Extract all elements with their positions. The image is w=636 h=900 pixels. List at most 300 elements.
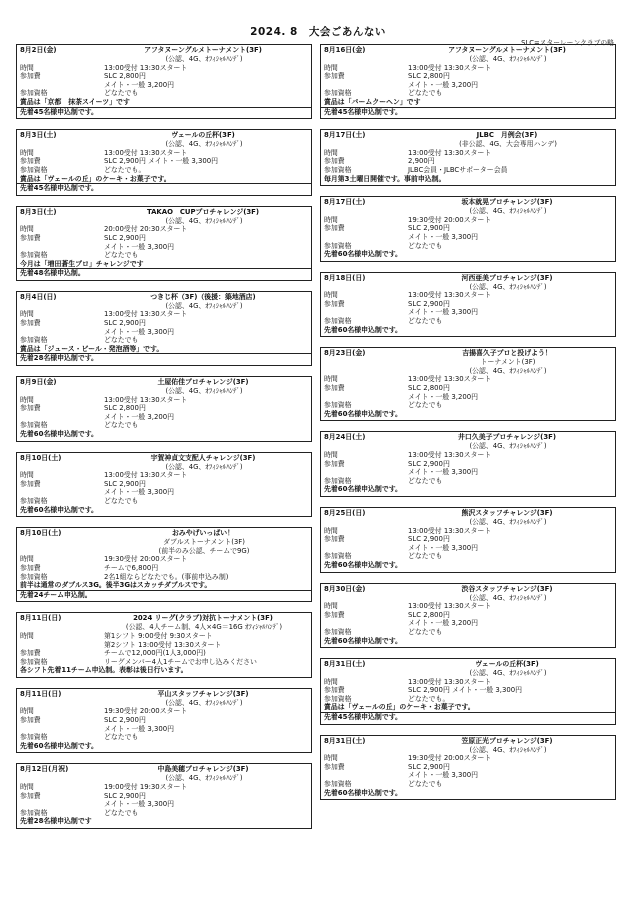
eligibility-row: [20, 166, 308, 175]
eligibility-row-label: 参加資格: [20, 496, 48, 505]
event-note: 前半は通常のダブルス3G。後半3Gはスカッチダブルスです。: [20, 581, 212, 590]
event-note: 先着60名様申込制です。: [324, 485, 402, 494]
fee-row-value: SLC 2,800円: [104, 72, 146, 81]
eligibility-row-label: 参加資格: [20, 572, 48, 581]
fee-row: [20, 328, 308, 337]
fee-row-value: メイト・一般 3,300円: [408, 771, 479, 780]
event-subtitle: (公認、4G、ｵﾌｨｼｬﾙﾊﾝﾃﾞ): [469, 55, 547, 63]
event-note: 先着60名様申込制です。: [324, 788, 402, 797]
eligibility-row: [324, 628, 612, 637]
fee-row: [324, 233, 612, 242]
fee-row: [20, 413, 308, 422]
eligibility-row-value: リーグメンバー4人1チームでお申し込みください: [104, 657, 257, 666]
fee-row-value: メイト・一般 3,200円: [408, 619, 479, 628]
event-name: 2024 リーグ(クラブ)対抗トーナメント(3F): [133, 614, 273, 623]
eligibility-row: [20, 421, 308, 430]
time-row-label: 時間: [324, 291, 338, 300]
event-subtitle: (公認、4G、ｵﾌｨｼｬﾙﾊﾝﾃﾞ): [469, 593, 547, 602]
event-header: [20, 529, 308, 538]
event-date: 8月31日(土): [324, 736, 366, 745]
event-note: 先着60名様申込制です。: [324, 409, 402, 418]
time-row: [20, 310, 308, 319]
fee-row: [324, 686, 612, 695]
fee-row: [324, 224, 612, 233]
fee-row-value: メイト・一般 3,300円: [104, 724, 175, 733]
fee-row-label: [20, 328, 104, 337]
eligibility-row-value: JLBC会員・JLBCサポーター会員: [408, 165, 508, 174]
fee-row-value: メイト・一般 3,300円: [408, 543, 479, 552]
eligibility-row-label: 参加資格: [20, 733, 48, 742]
time-row-label: 時間: [20, 395, 34, 404]
time-row-value: 13:00受付 13:30スタート: [408, 526, 492, 535]
fee-row-label: [20, 800, 104, 809]
eligibility-row-value: どなたでも: [104, 421, 139, 430]
event-date: 8月3日(土): [20, 131, 57, 140]
eligibility-row-label: 参加資格: [324, 476, 352, 485]
fee-row: [20, 725, 308, 734]
fee-row-label: 参加費: [20, 649, 41, 658]
eligibility-row: [324, 780, 612, 789]
event-header: [20, 378, 308, 387]
event-date: 8月24日(土): [324, 433, 366, 442]
eligibility-row-label: 参加資格: [20, 251, 48, 260]
event-card: [320, 196, 616, 262]
event-subtitle: (公認、4人チーム制、4人×4G＝16G ｵﾌｨｼｬﾙﾊﾝﾃﾞ): [125, 623, 283, 632]
time-row: [20, 225, 308, 234]
event-note: 先着60名様申込制です。: [20, 505, 98, 514]
event-note: 賞品は「ヴェールの丘」のケーキ・お菓子です。: [20, 174, 171, 183]
time-row: [324, 291, 612, 300]
event-subtitle: (公認、4G、ｵﾌｨｼｬﾙﾊﾝﾃﾞ): [469, 282, 547, 291]
fee-row: [20, 319, 308, 328]
fee-row-label: [20, 488, 104, 497]
fee-row-value: SLC 2,900円: [104, 233, 146, 242]
eligibility-row: [324, 317, 612, 326]
fee-row-value: SLC 2,900円: [408, 224, 450, 233]
fee-row-value: SLC 2,800円: [408, 384, 450, 393]
fee-row: [20, 649, 308, 658]
event-note: 各シフト先着11チーム申込制。表彰は後日行います。: [20, 666, 188, 675]
event-note: 賞品は「京都 抹茶スイーツ」です: [20, 97, 130, 106]
event-note: 先着45名様申込制です。: [20, 184, 98, 193]
fee-row-label: [324, 308, 408, 317]
eligibility-row-value: どなたでも: [408, 780, 443, 789]
fee-row: [20, 404, 308, 413]
event-date: 8月18日(日): [324, 273, 366, 282]
fee-row: [20, 81, 308, 90]
eligibility-row: [324, 552, 612, 561]
event-card: [16, 291, 312, 366]
event-note: 先着60名様申込制です。: [324, 560, 402, 569]
fee-row: [20, 792, 308, 801]
fee-row-value: SLC 2,900円: [104, 479, 146, 488]
event-header: [324, 349, 612, 358]
fee-row-value: メイト・一般 3,300円: [408, 468, 479, 477]
event-subtitle: (公認、4G、ｵﾌｨｼｬﾙﾊﾝﾃﾞ): [469, 745, 547, 754]
event-note: 先着24チーム申込制。: [20, 590, 92, 599]
left-column: [16, 44, 312, 839]
eligibility-row-label: 参加資格: [324, 401, 352, 410]
eligibility-row-value: どなたでも: [104, 251, 139, 260]
time-row-label: 時間: [324, 526, 338, 535]
fee-row-value: SLC 2,900円 メイト・一般 3,300円: [104, 157, 219, 166]
event-date: 8月31日(土): [324, 660, 366, 669]
time-row: [324, 216, 612, 225]
fee-row-label: 参加費: [20, 479, 41, 488]
time-row: [20, 783, 308, 792]
time-row-label: 時間: [20, 471, 34, 480]
fee-row: [324, 468, 612, 477]
event-name: アフタヌーングルメトーナメント(3F): [448, 46, 566, 54]
eligibility-row-label: 参加資格: [20, 336, 48, 345]
event-header: [20, 208, 308, 217]
event-date: 8月4日(日): [20, 292, 57, 301]
time-row-label: 時間: [324, 148, 338, 157]
eligibility-row-label: 参加資格: [20, 657, 48, 666]
fee-row-label: 参加費: [324, 610, 345, 619]
eligibility-row-value: 2名1組ならどなたでも。(事前申込み制): [104, 572, 229, 581]
eligibility-row-label: 参加資格: [324, 89, 352, 98]
event-header: [20, 46, 308, 55]
time-row-value: 13:00受付 13:30スタート: [104, 63, 188, 72]
time-row: [324, 678, 612, 687]
event-date: 8月11日(日): [20, 614, 62, 623]
event-card: [320, 507, 616, 573]
time-row-value: 19:00受付 19:30スタート: [104, 783, 188, 792]
time-row: [324, 149, 612, 158]
event-note: 先着28名様申込制です。: [20, 354, 98, 363]
fee-row-label: 参加費: [324, 157, 345, 166]
fee-row-value: メイト・一般 3,200円: [104, 412, 175, 421]
fee-row-value: メイト・一般 3,200円: [408, 392, 479, 401]
event-note: 先着45名様申込制です。: [324, 713, 402, 722]
time-row-label: 時間: [20, 225, 34, 234]
fee-row-label: 参加費: [20, 72, 41, 81]
event-card: [320, 347, 616, 421]
fee-row-label: 参加費: [324, 762, 345, 771]
eligibility-row: [324, 401, 612, 410]
event-card: [320, 735, 616, 801]
eligibility-row: [20, 251, 308, 260]
event-card: [320, 431, 616, 497]
eligibility-row: [20, 336, 308, 345]
event-card: [16, 527, 312, 602]
time-row-label: 時間: [324, 754, 338, 763]
fee-row: [20, 243, 308, 252]
time-row-label: 時間: [20, 310, 34, 319]
eligibility-row: [324, 89, 612, 98]
abbreviation-note: SLC=スターレーンクラブの略: [521, 39, 614, 47]
fee-row-value: メイト・一般 3,300円: [104, 327, 175, 336]
time-row: [324, 602, 612, 611]
fee-row-value: メイト・一般 3,200円: [408, 80, 479, 89]
eligibility-row-label: 参加資格: [324, 694, 352, 703]
event-card: [16, 452, 312, 518]
event-card: [320, 129, 616, 186]
fee-row-value: SLC 2,800円: [408, 610, 450, 619]
event-subtitle: (公認、4G、ｵﾌｨｼｬﾙﾊﾝﾃﾞ): [165, 774, 243, 783]
event-date: 8月25日(日): [324, 508, 366, 517]
event-card: [16, 129, 312, 196]
event-card: [320, 44, 616, 119]
event-name: 熊沢スタッフチャレンジ(3F): [461, 508, 553, 517]
fee-row-value: メイト・一般 3,300円: [104, 242, 175, 251]
event-card: [320, 583, 616, 649]
event-subtitle: (公認、4G、ｵﾌｨｼｬﾙﾊﾝﾃﾞ): [469, 669, 547, 678]
fee-row: [324, 619, 612, 628]
fee-row-label: [324, 468, 408, 477]
eligibility-row-value: どなたでも: [408, 89, 443, 98]
time-row-value: 13:00受付 13:30スタート: [104, 471, 188, 480]
event-note: 先着60名様申込制です。: [324, 325, 402, 334]
event-name: 吉揚喜久子プロと投げよう！: [462, 349, 552, 358]
event-date: 8月10日(土): [20, 453, 62, 462]
time-row-value: 13:00受付 13:30スタート: [408, 451, 492, 459]
eligibility-row: [20, 658, 308, 667]
fee-row-value: SLC 2,900円: [408, 762, 450, 771]
event-header: [20, 454, 308, 463]
event-header: [324, 737, 612, 746]
fee-row-value: メイト・一般 3,300円: [408, 232, 479, 241]
event-subtitle: ダブルストーナメント(3F): [163, 538, 245, 547]
fee-row: [20, 716, 308, 725]
eligibility-row: [20, 497, 308, 506]
time-row-value: 第2シフト 13:00受付 13:30スタート: [104, 640, 222, 649]
fee-row-label: [324, 619, 408, 628]
eligibility-row: [20, 89, 308, 98]
fee-row-value: メイト・一般 3,300円: [104, 488, 175, 497]
fee-row: [20, 72, 308, 81]
fee-row: [324, 157, 612, 166]
eligibility-row-value: どなたでも: [408, 401, 443, 410]
eligibility-row-value: どなたでも: [104, 336, 139, 345]
event-header: [324, 433, 612, 442]
event-name: 渋谷スタッフチャレンジ(3F): [461, 584, 553, 593]
event-name: 河西亜美プロチャレンジ(3F): [461, 273, 553, 282]
event-note: 先着60名様申込制です。: [20, 430, 98, 438]
eligibility-row-label: 参加資格: [324, 627, 352, 636]
time-row: [324, 451, 612, 460]
time-row-label: 時間: [20, 707, 34, 716]
fee-row-label: 参加費: [20, 563, 41, 572]
event-date: 8月17日(土): [324, 198, 366, 207]
event-subtitle: (公認、4G、ｵﾌｨｼｬﾙﾊﾝﾃﾞ): [165, 462, 243, 471]
event-note: 先着45名様申込制です。: [324, 107, 402, 116]
time-row-label: 時間: [20, 63, 34, 72]
event-name: 坂本就晃プロチャレンジ(3F): [461, 198, 553, 207]
event-date: 8月9日(金): [20, 378, 57, 387]
fee-row: [20, 157, 308, 166]
fee-row-label: [20, 725, 104, 734]
event-note: 先着60名様申込制です。: [20, 741, 98, 750]
eligibility-row: [324, 242, 612, 251]
fee-row-label: 参加費: [324, 224, 345, 233]
fee-row-label: [324, 393, 408, 402]
event-note: 先着48名様申込制。: [20, 269, 85, 278]
fee-row-label: 参加費: [324, 686, 345, 695]
event-note: 今月は「増田蒼生プロ」チャレンジです: [20, 259, 144, 268]
time-row: [20, 632, 308, 641]
time-row-label: 時間: [324, 215, 338, 224]
time-row-value: 20:00受付 20:30スタート: [104, 225, 188, 234]
event-subtitle: (公認、4G、ｵﾌｨｼｬﾙﾊﾝﾃﾞ): [165, 698, 243, 707]
time-row: [20, 64, 308, 73]
fee-row-value: 2,900円: [408, 157, 435, 166]
event-note: 先着45名様申込制です。: [20, 107, 98, 116]
event-date: 8月17日(土): [324, 131, 366, 140]
fee-row-label: 参加費: [20, 716, 41, 725]
time-row: [20, 555, 308, 564]
event-card: [16, 612, 312, 678]
event-card: [16, 44, 312, 119]
time-row-label: 時間: [324, 451, 338, 459]
fee-row-label: 参加費: [20, 791, 41, 800]
fee-row: [20, 800, 308, 809]
time-row: [20, 641, 308, 650]
time-row-value: 13:00受付 13:30スタート: [408, 148, 492, 157]
fee-row-label: [324, 771, 408, 780]
event-date: 8月23日(金): [324, 349, 366, 358]
fee-row: [324, 72, 612, 81]
fee-row-label: 参加費: [324, 72, 345, 81]
eligibility-row-value: どなたでも。: [408, 694, 450, 703]
fee-row: [324, 81, 612, 90]
event-subtitle: (公認、4G、ｵﾌｨｼｬﾙﾊﾝﾃﾞ): [165, 140, 243, 149]
fee-row: [20, 488, 308, 497]
time-row-label: 時間: [324, 375, 338, 384]
eligibility-row-value: どなたでも: [104, 496, 139, 505]
eligibility-row-label: 参加資格: [324, 780, 352, 789]
time-row-value: 19:30受付 20:00スタート: [104, 555, 188, 564]
fee-row: [20, 234, 308, 243]
event-card: [16, 763, 312, 829]
fee-row-value: SLC 2,900円: [408, 299, 450, 308]
fee-row-value: チームで12,000円(1人3,000円): [104, 649, 206, 658]
time-row-value: 19:30受付 20:00スタート: [408, 754, 492, 763]
eligibility-row-label: 参加資格: [324, 552, 352, 561]
fee-row: [324, 384, 612, 393]
eligibility-row-value: どなたでも: [104, 808, 139, 817]
time-row-value: 13:00受付 13:30スタート: [408, 602, 492, 611]
time-row-value: 19:30受付 20:00スタート: [408, 215, 492, 224]
eligibility-row-label: 参加資格: [20, 421, 48, 430]
fee-row: [324, 308, 612, 317]
eligibility-row-value: どなたでも。: [104, 165, 146, 174]
time-row-label: 時間: [324, 63, 338, 72]
event-subtitle: (公認、4G、ｵﾌｨｼｬﾙﾊﾝﾃﾞ): [469, 366, 547, 375]
event-subtitle: (公認、4G、ｵﾌｨｼｬﾙﾊﾝﾃﾞ): [165, 387, 243, 396]
fee-row-label: 参加費: [324, 384, 345, 393]
time-row-value: 13:00受付 13:30スタート: [104, 310, 188, 319]
event-card: [16, 688, 312, 754]
event-note: 毎月第3土曜日開催です。事前申込制。: [324, 174, 446, 183]
event-note: 先着60名様申込制です。: [324, 250, 402, 259]
event-name: ヴェールの丘杯(3F): [475, 660, 539, 669]
time-row-value: 13:00受付 13:30スタート: [408, 375, 492, 384]
event-name: 笠原正光プロチャレンジ(3F): [461, 736, 553, 745]
time-row-value: 19:30受付 20:00スタート: [104, 707, 188, 716]
time-row-value: 13:00受付 13:30スタート: [104, 148, 188, 157]
fee-row-value: SLC 2,900円: [104, 319, 146, 328]
eligibility-row-label: 参加資格: [20, 808, 48, 817]
fee-row: [324, 393, 612, 402]
time-row: [20, 471, 308, 480]
fee-row-value: SLC 2,900円: [104, 716, 146, 725]
time-row: [20, 707, 308, 716]
event-card: [320, 272, 616, 338]
time-row-value: 13:00受付 13:30スタート: [104, 395, 188, 404]
time-row-value: 第1シフト 9:00受付 9:30スタート: [104, 631, 213, 640]
eligibility-row-value: どなたでも: [408, 627, 443, 636]
event-name: 井口久美子プロチャレンジ(3F): [458, 433, 556, 442]
event-name: 宇賀神貞文支配人チャレンジ(3F): [150, 453, 256, 462]
event-name: TAKAO CUPプロチャレンジ(3F): [146, 207, 260, 216]
time-row: [324, 375, 612, 384]
eligibility-row-label: 参加資格: [324, 317, 352, 326]
event-subtitle: (公認、4G、ｵﾌｨｼｬﾙﾊﾝﾃﾞ): [165, 216, 243, 225]
event-name: おみやげいっぱい！: [171, 529, 234, 538]
time-row: [324, 64, 612, 73]
time-row-label: 時間: [20, 631, 34, 640]
eligibility-row-label: 参加資格: [20, 89, 48, 98]
event-card: [320, 658, 616, 725]
eligibility-row-value: どなたでも: [104, 89, 139, 98]
event-date: 8月12日(月祝): [20, 765, 69, 774]
event-subtitle: (前半のみ公認、チームで9G): [158, 546, 250, 555]
event-subtitle: (非公認、4G、大会専用ハンデ): [459, 140, 557, 149]
eligibility-row-label: 参加資格: [20, 165, 48, 174]
event-header: [20, 131, 308, 140]
event-header: [324, 131, 612, 140]
event-subtitle: (公認、4G、ｵﾌｨｼｬﾙﾊﾝﾃﾞ): [469, 207, 547, 216]
event-note: 賞品は「ジュース・ビール・発泡酒等」です。: [20, 344, 164, 353]
event-name: JLBC 月例会(3F): [476, 131, 538, 140]
event-header: [20, 614, 308, 623]
time-row-label: 時間: [20, 783, 34, 792]
event-name: 土屋佑佳プロチャレンジ(3F): [157, 378, 249, 387]
eligibility-row-value: どなたでも: [408, 317, 443, 326]
event-header: [324, 198, 612, 207]
event-header: [20, 293, 308, 302]
fee-row-value: SLC 2,900円: [408, 535, 450, 544]
eligibility-row-value: どなたでも: [104, 733, 139, 742]
time-row: [324, 754, 612, 763]
fee-row: [324, 771, 612, 780]
fee-row-label: 参加費: [324, 299, 345, 308]
right-column: [320, 44, 616, 810]
time-row-value: 13:00受付 13:30スタート: [408, 291, 492, 300]
event-card: [16, 376, 312, 442]
event-header: [324, 46, 612, 55]
event-name: 中島美穂プロチャレンジ(3F): [157, 765, 249, 774]
fee-row: [324, 535, 612, 544]
fee-row-label: 参加費: [20, 404, 41, 413]
fee-row-value: SLC 2,800円: [408, 72, 450, 81]
fee-row-value: メイト・一般 3,300円: [104, 800, 175, 809]
event-header: [324, 509, 612, 518]
event-name: 平山スタッフチャレンジ(3F): [157, 689, 249, 698]
fee-row-label: 参加費: [20, 319, 41, 328]
event-subtitle: トーナメント(3F): [480, 358, 536, 367]
event-date: 8月3日(土): [20, 207, 57, 216]
time-row-value: 13:00受付 13:30スタート: [408, 63, 492, 72]
time-row-label: 時間: [324, 677, 338, 686]
fee-row-label: 参加費: [20, 233, 41, 242]
fee-row: [324, 544, 612, 553]
eligibility-row-value: どなたでも: [408, 552, 443, 561]
fee-row-label: 参加費: [324, 535, 345, 544]
time-row-label: [20, 641, 104, 650]
